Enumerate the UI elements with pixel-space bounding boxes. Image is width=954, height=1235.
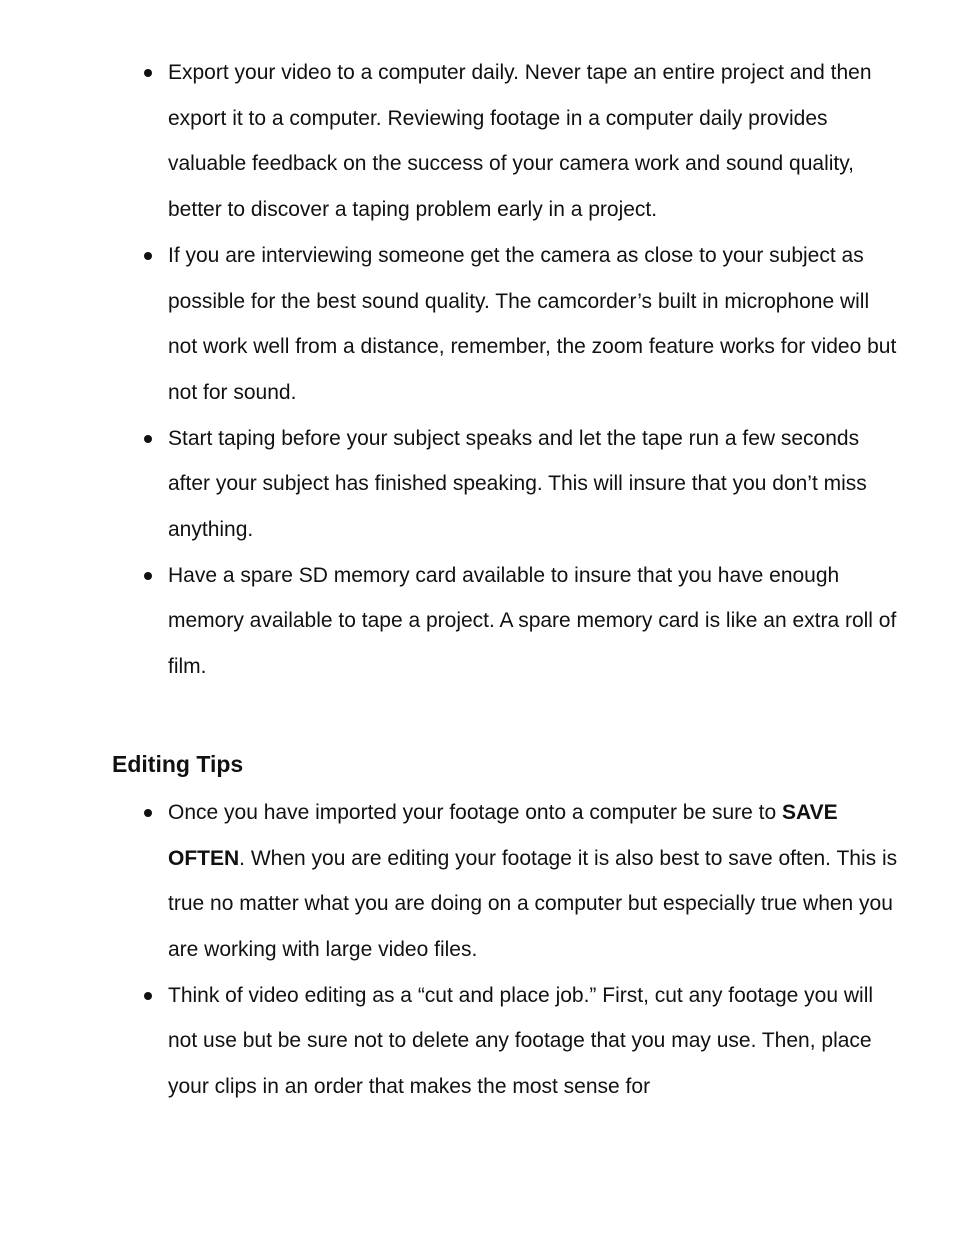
list-item-text: If you are interviewing someone get the camera as close to your subject as possible for the best sound quality. The camcorder’s built in microphone will not work well from a distance, remember, the zoom feature works for video but not for sound. [168, 243, 897, 404]
list-item [168, 416, 903, 553]
list-item-text-after: . When you are editing your footage it is also best to save often. This is true no matter what you are doing on a computer but especially true when you are working with large video files. [168, 846, 898, 961]
list-item [168, 790, 903, 973]
list-item-text: Export your video to a computer daily. Never tape an entire project and then export it to a computer. Reviewing footage in a computer daily provides valuable feedback on the success of your camera work and sound quality, better to discover a taping problem early in a project. [168, 61, 872, 222]
list-item [168, 973, 903, 1110]
list-item-text: Start taping before your subject speaks and let the tape run a few seconds after your subject has finished speaking. This will insure that you don’t miss anything. [168, 426, 867, 542]
list-item-text: Have a spare SD memory card available to insure that you have enough memory available to tape a project. A spare memory card is like an extra roll of film. [168, 563, 897, 679]
list-item [168, 233, 903, 416]
list-item-text: Think of video editing as a “cut and place job.” First, cut any footage you will not use but be sure not to delete any footage that you may use. Then, place your clips in an order that makes the most sense for [168, 983, 874, 1099]
bullet-icon [144, 809, 152, 817]
list-item-text-before: Once you have imported your footage onto a computer be sure to [168, 800, 783, 824]
bullet-icon [144, 252, 152, 260]
bullet-icon [144, 69, 152, 77]
section-heading: Editing Tips [112, 750, 244, 777]
emphasis-text: SAVE OFTEN [168, 800, 838, 870]
shooting-tips-list [0, 50, 954, 690]
bullet-icon [144, 435, 152, 443]
editing-tips-list [0, 790, 954, 1110]
list-item [168, 553, 903, 690]
bullet-icon [144, 992, 152, 1000]
bullet-icon [144, 572, 152, 580]
list-item [168, 50, 903, 233]
